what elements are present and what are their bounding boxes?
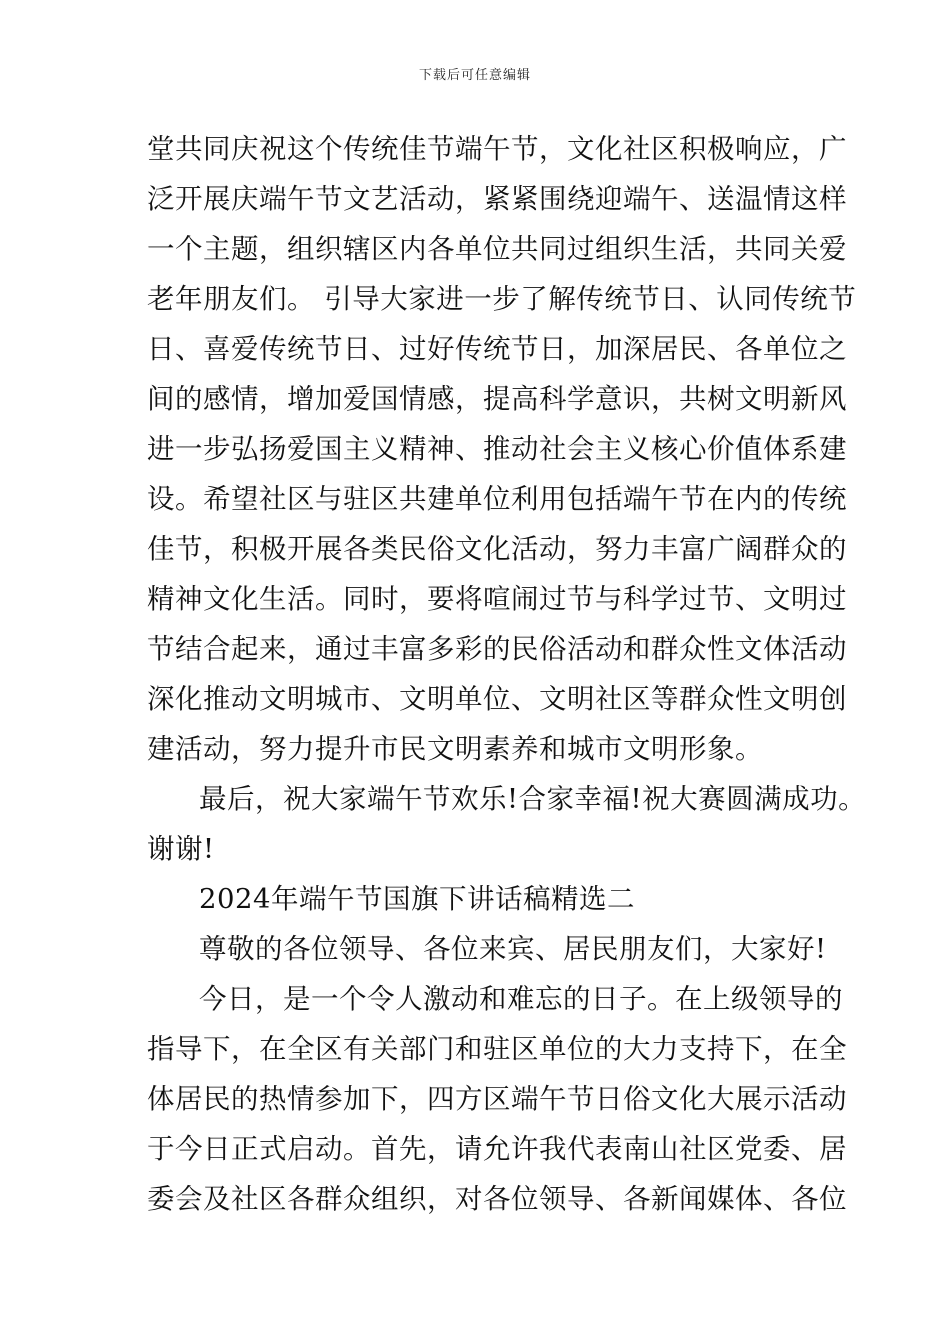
text-line: 设。希望社区与驻区共建单位利用包括端午节在内的传统 xyxy=(147,483,847,515)
paragraph-closing: 最后，祝大家端午节欢乐!合家幸福!祝大赛圆满成功。 xyxy=(199,783,867,815)
text-line: 体居民的热情参加下，四方区端午节日俗文化大展示活动 xyxy=(147,1083,847,1115)
greeting-line: 尊敬的各位领导、各位来宾、居民朋友们，大家好! xyxy=(199,933,827,965)
section-title: 2024年端午节国旗下讲话稿精选二 xyxy=(199,883,635,915)
text-line: 堂共同庆祝这个传统佳节端午节，文化社区积极响应，广 xyxy=(147,133,847,165)
text-line: 节结合起来，通过丰富多彩的民俗活动和群众性文体活动 xyxy=(147,633,847,665)
text-line: 指导下，在全区有关部门和驻区单位的大力支持下，在全 xyxy=(147,1033,847,1065)
text-line: 日、喜爱传统节日、过好传统节日，加深居民、各单位之 xyxy=(147,333,847,365)
text-line: 间的感情，增加爱国情感，提高科学意识，共树文明新风 xyxy=(147,383,847,415)
text-line: 深化推动文明城市、文明单位、文明社区等群众性文明创 xyxy=(147,683,847,715)
text-line: 精神文化生活。同时，要将喧闹过节与科学过节、文明过 xyxy=(147,583,847,615)
document-body xyxy=(147,124,867,1224)
paragraph-start: 今日，是一个令人激动和难忘的日子。在上级领导的 xyxy=(199,983,843,1015)
text-line: 佳节，积极开展各类民俗文化活动，努力丰富广阔群众的 xyxy=(147,533,847,565)
text-line: 建活动，努力提升市民文明素养和城市文明形象。 xyxy=(147,733,763,765)
text-line: 老年朋友们。 引导大家进一步了解传统节日、认同传统节 xyxy=(147,283,857,315)
text-line: 进一步弘扬爱国主义精神、推动社会主义核心价值体系建 xyxy=(147,433,847,465)
text-line: 一个主题，组织辖区内各单位共同过组织生活，共同关爱 xyxy=(147,233,847,265)
text-line: 委会及社区各群众组织，对各位领导、各新闻媒体、各位 xyxy=(147,1183,847,1215)
text-line: 泛开展庆端午节文艺活动，紧紧围绕迎端午、送温情这样 xyxy=(147,183,847,215)
text-line: 谢谢! xyxy=(147,833,215,865)
text-line: 于今日正式启动。首先，请允许我代表南山社区党委、居 xyxy=(147,1133,847,1165)
page-header-note: 下载后可任意编辑 xyxy=(418,68,531,83)
